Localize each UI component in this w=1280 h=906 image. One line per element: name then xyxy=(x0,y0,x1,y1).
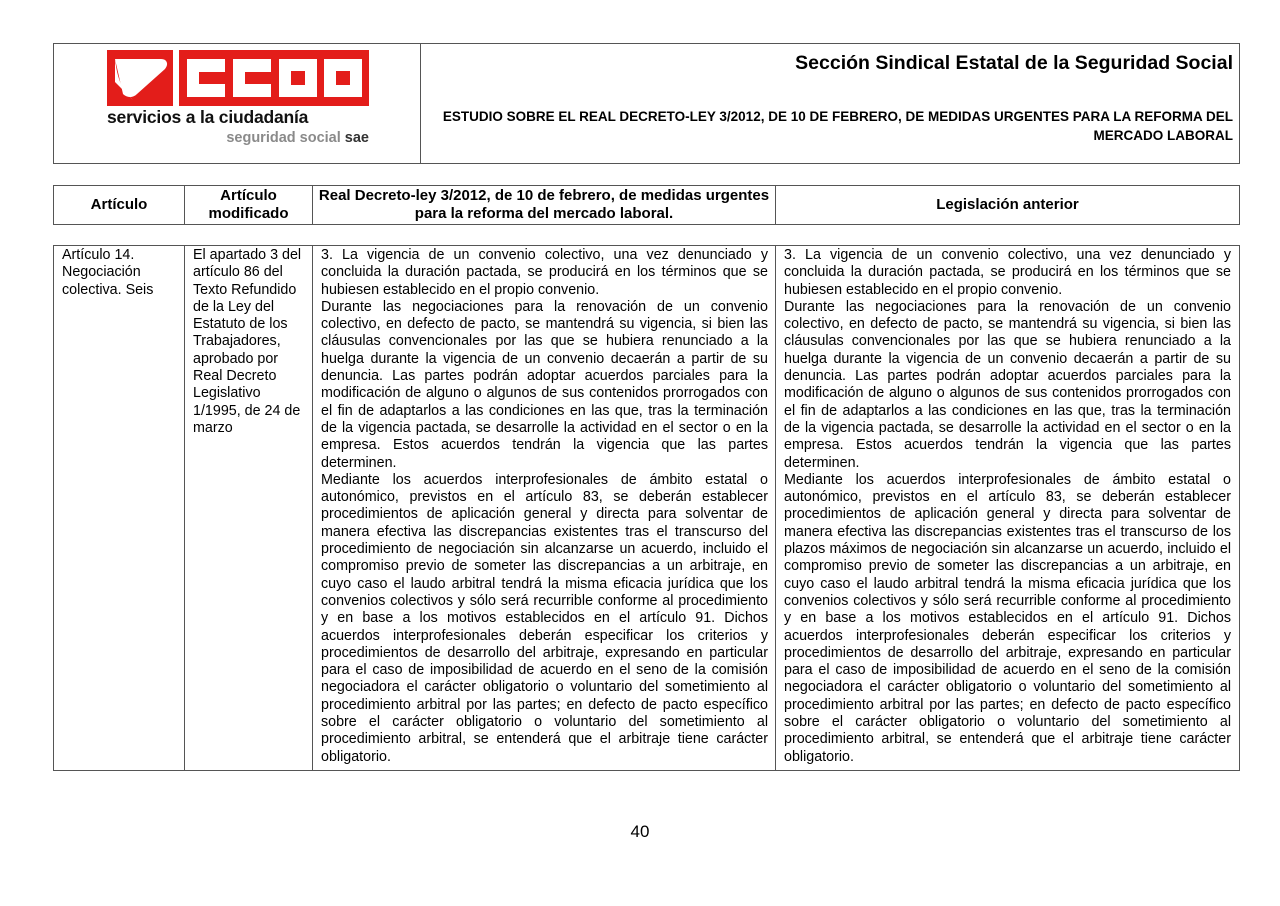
ccoo-logo xyxy=(107,50,369,106)
table-column-headers xyxy=(53,185,1240,225)
cell-articulo-modificado: El apartado 3 del artículo 86 del Texto Refundido de la Ley del Estatuto de los Trabajadores, aprobado por Real Decreto Legislativo 1/1995, de 24 de marzo xyxy=(185,246,313,770)
header-legislacion-anterior: Legislación anterior xyxy=(936,196,1079,213)
paragraph: Durante las negociaciones para la renovación de un convenio colectivo, en defecto de pacto, se mantendrá su vigencia, si bien las cláusulas convencionales por las que se hubiera renunciado a la huelga durante la vigencia de un convenio decaerán a partir de su denuncia. Las partes podrán adoptar acuerdos parciales para la modificación de alguno o algunos de sus contenidos prorrogados con el fin de adaptarlos a las condiciones en las que, tras la terminación de la vigencia pactada, se desarrolle la actividad en el sector o en la empresa. Estos acuerdos tendrán la vigencia que las partes determinen. xyxy=(784,298,1231,471)
paragraph: Mediante los acuerdos interprofesionales de ámbito estatal o autonómico, previstos en el artículo 83, se deberán establecer procedimientos de aplicación general y directa para solventar de manera efectiva las discrepancias existentes tras el transcurso del procedimiento de negociación sin alcanzarse un acuerdo, incluido el compromiso previo de someter las discrepancias a un arbitraje, en cuyo caso el laudo arbitral tendrá la misma eficacia jurídica que los convenios colectivos y sólo será recurrible conforme al procedimiento y en base a los motivos establecidos en el artículo 91. Dichos acuerdos interprofesionales deberán especificar los criterios y procedimientos de desarrollo del arbitraje, expresando en particular para el caso de imposibilidad de acuerdo en el seno de la comisión negociadora el carácter obligatorio o voluntario del sometimiento al procedimiento arbitral por las partes; en defecto de pacto específico sobre el carácter obligatorio o voluntario del sometimiento al procedimiento arbitral, se entenderá que el arbitraje tiene carácter obligatorio. xyxy=(321,471,768,765)
paragraph: Durante las negociaciones para la renovación de un convenio colectivo, en defecto de pacto, se mantendrá su vigencia, si bien las cláusulas convencionales por las que se hubiera renunciado a la huelga durante la vigencia de un convenio decaerán a partir de su denuncia. Las partes podrán adoptar acuerdos parciales para la modificación de alguno o algunos de sus contenidos prorrogados con el fin de adaptarlos a las condiciones en las que, tras la terminación de la vigencia pactada, se desarrolle la actividad en el sector o en la empresa. Estos acuerdos tendrán la vigencia que las partes determinen. xyxy=(321,298,768,471)
paragraph: Mediante los acuerdos interprofesionales de ámbito estatal o autonómico, previstos en el artículo 83, se deberán establecer procedimientos de aplicación general y directa para solventar de manera efectiva las discrepancias existentes tras el transcurso de los plazos máximos de negociación sin alcanzarse un acuerdo, incluido el compromiso previo de someter las discrepancias a un arbitraje, en cuyo caso el laudo arbitral tendrá la misma eficacia jurídica que los convenios colectivos y sólo será recurrible conforme al procedimiento y en base a los motivos establecidos en el artículo 91. Dichos acuerdos interprofesionales deberán especificar los criterios y procedimientos de desarrollo del arbitraje, expresando en particular para el caso de imposibilidad de acuerdo en el seno de la comisión negociadora el carácter obligatorio o voluntario del sometimiento al procedimiento arbitral por las partes; en defecto de pacto específico sobre el carácter obligatorio o voluntario del sometimiento al procedimiento arbitral, se entenderá que el arbitraje tiene carácter obligatorio. xyxy=(784,471,1231,765)
header-articulo: Artículo xyxy=(54,186,185,224)
title-cell xyxy=(421,44,1239,163)
cell-articulo: Artículo 14. Negociación colectiva. Seis xyxy=(54,246,185,770)
logo-subtitle-main: seguridad social xyxy=(226,130,341,146)
section-title: Sección Sindical Estatal de la Seguridad Social xyxy=(795,52,1233,74)
logo-subtitle: servicios a la ciudadanía xyxy=(107,107,309,127)
paragraph: 3. La vigencia de un convenio colectivo, una vez denunciado y concluida la duración pactada, se producirá en los términos que se hubiesen establecido en el propio convenio. xyxy=(321,247,768,298)
document-header xyxy=(53,43,1240,164)
cell-legislacion-anterior xyxy=(776,246,1239,770)
paragraph: 3. La vigencia de un convenio colectivo, una vez denunciado y concluida la duración pactada, se producirá en los términos que se hubiesen establecido en el propio convenio. xyxy=(784,247,1231,298)
header-articulo-modificado: Artículo modificado xyxy=(185,186,313,224)
page-number: 40 xyxy=(630,822,650,841)
study-title: ESTUDIO SOBRE EL REAL DECRETO-LEY 3/2012, DE 10 DE FEBRERO, DE MEDIDAS URGENTES PARA LA REFORMA DEL MERCADO LABORAL xyxy=(442,109,1233,143)
table-row xyxy=(53,245,1240,771)
logo-subtitle-sae xyxy=(107,130,369,146)
logo-subtitle-sae-text: sae xyxy=(344,130,369,146)
cell-real-decreto xyxy=(313,246,776,770)
header-real-decreto: Real Decreto-ley 3/2012, de 10 de febrero, de medidas urgentes para la reforma del mercado laboral. xyxy=(313,186,776,224)
logo-cell xyxy=(54,44,421,163)
